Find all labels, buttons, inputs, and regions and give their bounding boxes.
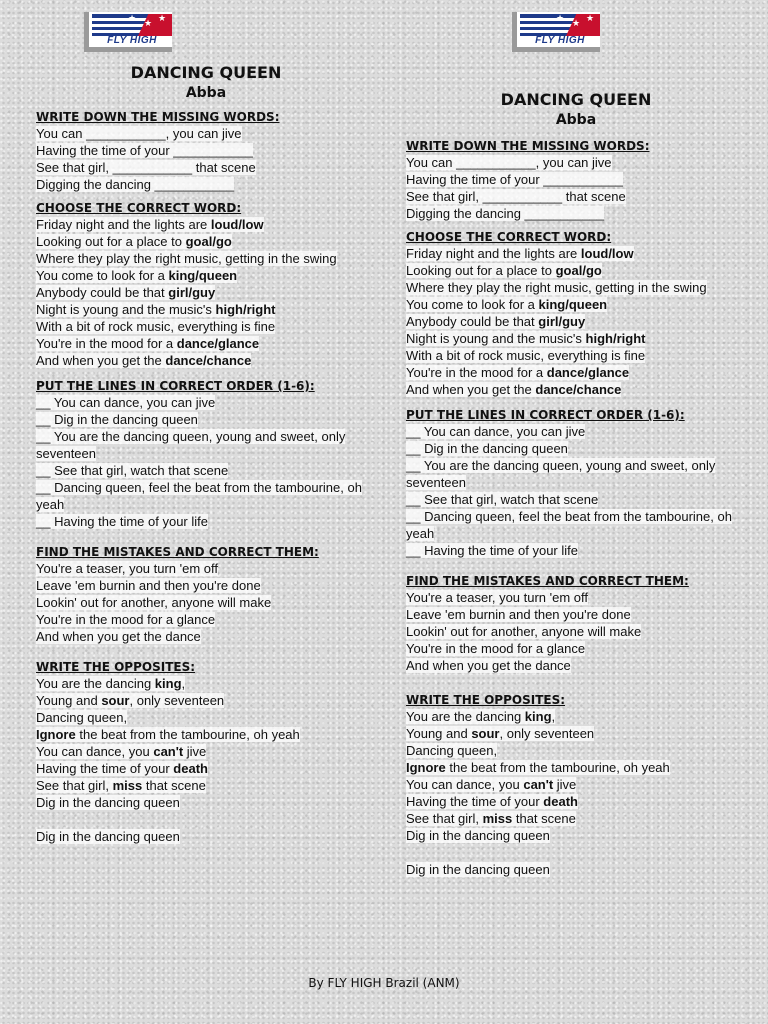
- lyric-text: __ You can dance, you can jive: [36, 395, 216, 410]
- lyric-line: [36, 176, 376, 193]
- lyric-text: Friday night and the lights are: [36, 217, 211, 232]
- lyric-text: See that girl,: [406, 811, 483, 826]
- lyric-text: , only seventeen: [129, 693, 225, 708]
- lyric-line: [36, 560, 376, 577]
- word-choice: high/right: [585, 331, 646, 346]
- lyric-text: Leave 'em burnin and then you're done: [36, 578, 261, 593]
- lyric-line: [36, 811, 376, 828]
- lyric-text: You are the dancing: [406, 709, 525, 724]
- lyric-text: __ You can dance, you can jive: [406, 424, 586, 439]
- lyric-text: And when you get the dance: [36, 629, 201, 644]
- lyric-line: [36, 709, 376, 726]
- lyric-line: [36, 142, 376, 159]
- word-choice: miss: [482, 811, 513, 826]
- lyric-line: [406, 188, 746, 205]
- fly-high-logo: [84, 12, 172, 52]
- lyric-line: [36, 335, 376, 352]
- song-title: DANCING QUEEN: [130, 63, 282, 82]
- exercise-section: [406, 573, 746, 674]
- word-choice: death: [543, 794, 578, 809]
- flag-icon: ★ ★ ★: [520, 14, 600, 36]
- exercise-section: [36, 659, 376, 845]
- lyric-line: [36, 267, 376, 284]
- lyric-line: [36, 216, 376, 233]
- lyric-text: ,: [551, 709, 556, 724]
- lyric-line: [406, 827, 746, 844]
- section-heading: WRITE THE OPPOSITES:: [406, 693, 566, 707]
- lyric-line: [36, 628, 376, 645]
- word-choice: dance/glance: [176, 336, 260, 351]
- lyric-text: See that girl,: [36, 778, 113, 793]
- exercise-section: [406, 692, 746, 878]
- lyric-text: Having the time of your: [36, 761, 174, 776]
- lyric-line: [36, 479, 376, 513]
- lyric-text: Anybody could be that: [406, 314, 539, 329]
- lyric-text: Leave 'em burnin and then you're done: [406, 607, 631, 622]
- lyric-text: Dig in the dancing queen: [406, 828, 550, 843]
- lyric-line: [406, 640, 746, 657]
- word-choice: sour: [101, 693, 130, 708]
- lyric-text: Night is young and the music's: [36, 302, 216, 317]
- lyric-text: jive: [183, 744, 207, 759]
- lyric-line: [36, 233, 376, 250]
- lyric-line: [406, 623, 746, 640]
- song-artist: Abba: [555, 112, 597, 128]
- lyric-text: Having the time of your: [406, 794, 544, 809]
- exercise-section: [36, 544, 376, 645]
- lyric-text: __ Dancing queen, feel the beat from the tambourine, oh yeah: [36, 480, 362, 512]
- word-choice: loud/low: [210, 217, 264, 232]
- lyric-text: Night is young and the music's: [406, 331, 586, 346]
- lyric-text: __ You are the dancing queen, young and sweet, only seventeen: [406, 458, 716, 490]
- lyric-text: Lookin' out for another, anyone will make: [36, 595, 272, 610]
- lyric-text: Where they play the right music, getting in the swing: [406, 280, 707, 295]
- lyric-line: [36, 394, 376, 411]
- lyric-text: See that girl, ___________ that scene: [36, 160, 256, 175]
- word-choice: loud/low: [580, 246, 634, 261]
- lyric-line: [406, 457, 746, 491]
- lyric-text: Dancing queen,: [406, 743, 498, 758]
- lyric-line: [406, 589, 746, 606]
- lyric-line: [406, 296, 746, 313]
- header: [36, 63, 376, 101]
- word-choice: king/queen: [168, 268, 238, 283]
- lyric-line: [36, 726, 376, 743]
- section-heading: WRITE THE OPPOSITES:: [36, 660, 196, 674]
- lyric-text: Young and: [406, 726, 472, 741]
- lyric-text: You come to look for a: [406, 297, 539, 312]
- lyric-line: [406, 313, 746, 330]
- word-choice: king/queen: [538, 297, 608, 312]
- lyric-line: [36, 125, 376, 142]
- lyric-line: [406, 861, 746, 878]
- word-choice: Ignore: [406, 760, 446, 775]
- lyric-line: [36, 828, 376, 845]
- lyric-text: Looking out for a place to: [36, 234, 186, 249]
- exercise-section: [36, 109, 376, 193]
- lyric-line: [406, 742, 746, 759]
- lyric-text: And when you get the: [406, 382, 536, 397]
- lyric-line: [406, 657, 746, 674]
- word-choice: dance/chance: [165, 353, 252, 368]
- lyric-line: [406, 491, 746, 508]
- logo-wrap: [84, 12, 376, 52]
- lyric-line: [36, 462, 376, 479]
- lyric-text: Where they play the right music, getting in the swing: [36, 251, 337, 266]
- lyric-line: [406, 381, 746, 398]
- lyric-text: With a bit of rock music, everything is fine: [406, 348, 646, 363]
- lyric-line: [36, 611, 376, 628]
- fly-high-logo: [512, 12, 600, 52]
- section-heading: CHOOSE THE CORRECT WORD:: [406, 230, 612, 244]
- lyric-text: __ See that girl, watch that scene: [36, 463, 229, 478]
- lyric-line: [406, 245, 746, 262]
- lyric-line: [36, 692, 376, 709]
- lyric-text: You can dance, you: [36, 744, 154, 759]
- lyric-text: You're a teaser, you turn 'em off: [406, 590, 589, 605]
- word-choice: goal/go: [185, 234, 232, 249]
- lyric-line: [406, 205, 746, 222]
- section-heading: PUT THE LINES IN CORRECT ORDER (1-6):: [36, 379, 315, 393]
- lyric-text: , only seventeen: [499, 726, 595, 741]
- lyric-line: [406, 793, 746, 810]
- lyric-text: You can dance, you: [406, 777, 524, 792]
- exercise-sections: [36, 109, 376, 845]
- exercise-section: [406, 229, 746, 398]
- lyric-line: [36, 760, 376, 777]
- lyric-text: You're in the mood for a glance: [36, 612, 216, 627]
- lyric-text: Digging the dancing ___________: [36, 177, 235, 192]
- section-heading: FIND THE MISTAKES AND CORRECT THEM:: [406, 574, 689, 588]
- lyric-line: [406, 364, 746, 381]
- footer-credit: By FLY HIGH Brazil (ANM): [308, 976, 460, 990]
- lyric-text: Having the time of your ___________: [36, 143, 253, 158]
- lyric-line: [36, 577, 376, 594]
- lyric-text: You come to look for a: [36, 268, 169, 283]
- lyric-text: __ Dig in the dancing queen: [406, 441, 568, 456]
- lyric-line: [406, 171, 746, 188]
- flag-icon: ★ ★ ★: [92, 14, 172, 36]
- lyric-line: [406, 708, 746, 725]
- lyric-line: [36, 352, 376, 369]
- lyric-line: [406, 154, 746, 171]
- lyric-text: Dig in the dancing queen: [36, 829, 180, 844]
- lyric-line: [36, 594, 376, 611]
- lyric-line: [406, 262, 746, 279]
- lyric-line: [406, 844, 746, 861]
- lyric-text: You can ___________, you can jive: [406, 155, 612, 170]
- lyric-text: Friday night and the lights are: [406, 246, 581, 261]
- lyric-text: __ Dancing queen, feel the beat from the tambourine, oh yeah: [406, 509, 732, 541]
- word-choice: high/right: [215, 302, 276, 317]
- logo-wrap: [512, 12, 746, 52]
- lyric-text: You're in the mood for a glance: [406, 641, 586, 656]
- lyric-text: Young and: [36, 693, 102, 708]
- section-heading: WRITE DOWN THE MISSING WORDS:: [406, 139, 650, 153]
- logo-text: FLY HIGH: [535, 35, 585, 46]
- lyric-text: See that girl, ___________ that scene: [406, 189, 626, 204]
- lyric-line: [406, 279, 746, 296]
- section-heading: CHOOSE THE CORRECT WORD:: [36, 201, 242, 215]
- lyric-line: [36, 318, 376, 335]
- lyric-text: __ Having the time of your life: [406, 543, 578, 558]
- lyric-text: You can ___________, you can jive: [36, 126, 242, 141]
- lyric-text: You are the dancing: [36, 676, 155, 691]
- word-choice: girl/guy: [538, 314, 586, 329]
- word-choice: goal/go: [555, 263, 602, 278]
- lyric-line: [36, 743, 376, 760]
- word-choice: king: [524, 709, 552, 724]
- lyric-text: You're in the mood for a: [36, 336, 177, 351]
- lyric-text: the beat from the tambourine, oh yeah: [445, 760, 670, 775]
- word-choice: miss: [112, 778, 143, 793]
- word-choice: dance/chance: [535, 382, 622, 397]
- exercise-section: [406, 407, 746, 559]
- lyric-text: jive: [553, 777, 577, 792]
- lyric-line: [406, 330, 746, 347]
- lyric-line: [36, 675, 376, 692]
- lyric-line: [36, 159, 376, 176]
- lyric-line: [406, 759, 746, 776]
- lyric-line: [36, 301, 376, 318]
- lyric-text: __ You are the dancing queen, young and sweet, only seventeen: [36, 429, 346, 461]
- lyric-text: And when you get the dance: [406, 658, 571, 673]
- worksheet-right: [406, 12, 746, 878]
- lyric-line: [406, 423, 746, 440]
- lyric-text: Dancing queen,: [36, 710, 128, 725]
- lyric-text: Lookin' out for another, anyone will make: [406, 624, 642, 639]
- song-artist: Abba: [185, 85, 227, 101]
- exercise-section: [36, 200, 376, 369]
- word-choice: death: [173, 761, 208, 776]
- lyric-line: [36, 411, 376, 428]
- lyric-text: Dig in the dancing queen: [406, 862, 550, 877]
- lyric-text: that scene: [142, 778, 206, 793]
- lyric-line: [36, 284, 376, 301]
- lyric-line: [36, 250, 376, 267]
- word-choice: dance/glance: [546, 365, 630, 380]
- word-choice: can't: [153, 744, 184, 759]
- lyric-text: __ Dig in the dancing queen: [36, 412, 198, 427]
- lyric-line: [406, 440, 746, 457]
- lyric-text: ,: [181, 676, 186, 691]
- lyric-line: [406, 810, 746, 827]
- lyric-text: And when you get the: [36, 353, 166, 368]
- lyric-text: the beat from the tambourine, oh yeah: [75, 727, 300, 742]
- word-choice: sour: [471, 726, 500, 741]
- lyric-text: __ See that girl, watch that scene: [406, 492, 599, 507]
- word-choice: can't: [523, 777, 554, 792]
- word-choice: girl/guy: [168, 285, 216, 300]
- lyric-line: [406, 725, 746, 742]
- lyric-text: You're a teaser, you turn 'em off: [36, 561, 219, 576]
- lyric-line: [406, 542, 746, 559]
- lyric-text: Having the time of your ___________: [406, 172, 623, 187]
- lyric-line: [36, 428, 376, 462]
- header: [406, 90, 746, 128]
- lyric-line: [406, 347, 746, 364]
- lyric-line: [406, 776, 746, 793]
- lyric-line: [36, 513, 376, 530]
- word-choice: king: [154, 676, 182, 691]
- lyric-line: [406, 508, 746, 542]
- exercise-section: [36, 378, 376, 530]
- exercise-sections: [406, 138, 746, 878]
- section-heading: FIND THE MISTAKES AND CORRECT THEM:: [36, 545, 319, 559]
- lyric-text: Dig in the dancing queen: [36, 795, 180, 810]
- lyric-text: that scene: [512, 811, 576, 826]
- lyric-text: Digging the dancing ___________: [406, 206, 605, 221]
- lyric-text: With a bit of rock music, everything is fine: [36, 319, 276, 334]
- exercise-section: [406, 138, 746, 222]
- lyric-text: You're in the mood for a: [406, 365, 547, 380]
- lyric-text: Looking out for a place to: [406, 263, 556, 278]
- lyric-line: [406, 606, 746, 623]
- lyric-text: __ Having the time of your life: [36, 514, 208, 529]
- word-choice: Ignore: [36, 727, 76, 742]
- lyric-line: [36, 794, 376, 811]
- section-heading: WRITE DOWN THE MISSING WORDS:: [36, 110, 280, 124]
- lyric-text: Anybody could be that: [36, 285, 169, 300]
- logo-text: FLY HIGH: [107, 35, 157, 46]
- worksheet-left: [36, 12, 376, 845]
- song-title: DANCING QUEEN: [500, 90, 652, 109]
- section-heading: PUT THE LINES IN CORRECT ORDER (1-6):: [406, 408, 685, 422]
- lyric-line: [36, 777, 376, 794]
